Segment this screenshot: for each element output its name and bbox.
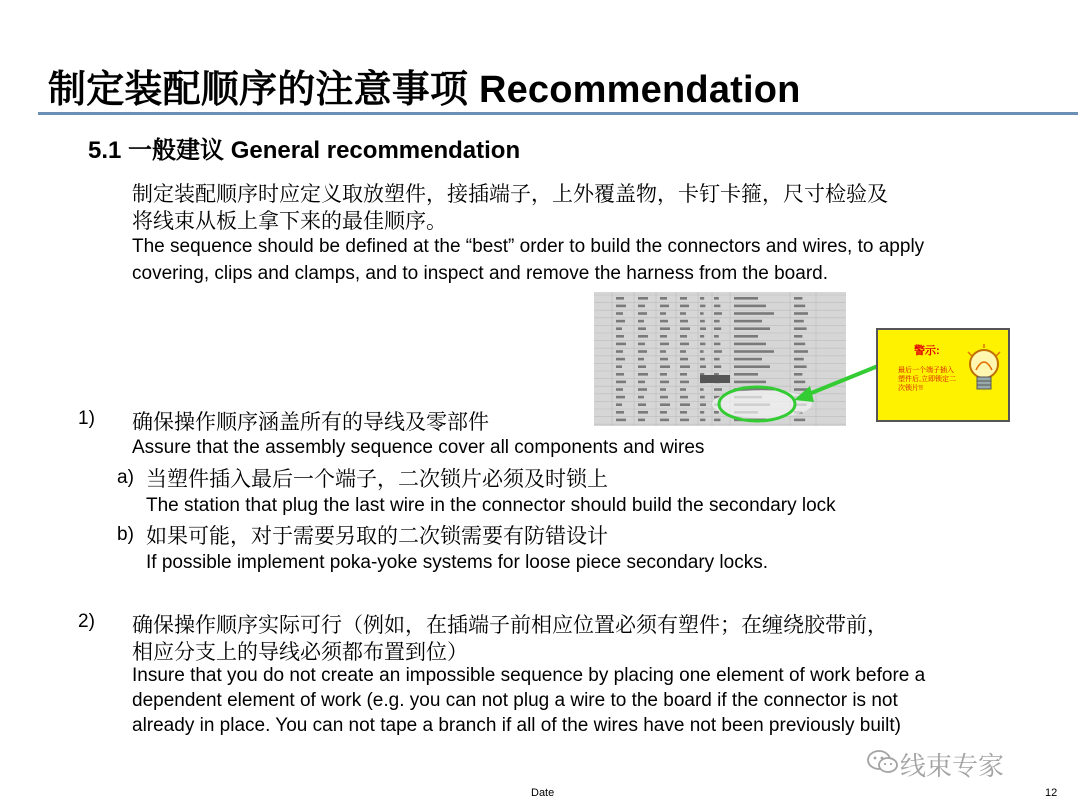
item1a-en: The station that plug the last wire in the connector should build the secondary lock: [146, 495, 836, 516]
item2-en-line3: already in place. You can not tape a branch if all of the wires have not been previously built): [132, 715, 901, 736]
intro-zh-line2: 将线束从板上拿下来的最佳顺序。: [132, 209, 447, 233]
section-subtitle: 5.1 一般建议 General recommendation: [88, 137, 521, 164]
item2-en-line2: dependent element of work (e.g. you can not plug a wire to the board if the connector is not: [132, 690, 898, 711]
wechat-icon: [866, 748, 900, 776]
note-text: 最后一个端子插入塑件后,立即锁定二次锁片!!: [898, 367, 956, 392]
item2-en-line1: Insure that you do not create an impossible sequence by placing one element of work before a: [132, 665, 926, 686]
item2-zh-line2: 相应分支上的导线必须都布置到位）: [132, 640, 468, 664]
item2-zh-line1: 确保操作顺序实际可行（例如，在插端子前相应位置必须有塑件；在缠绕胶带前，: [132, 613, 888, 637]
intro-en-line1: The sequence should be defined at the “best” order to build the connectors and wires, to apply: [132, 236, 925, 257]
item1b-en: If possible implement poka-yoke systems for loose piece secondary locks.: [146, 552, 768, 573]
item1-en: Assure that the assembly sequence cover all components and wires: [132, 437, 705, 458]
title-divider: [38, 112, 1078, 115]
item1b-zh: 如果可能，对于需要另取的二次锁需要有防错设计: [146, 524, 608, 548]
item2-number: 2): [78, 611, 95, 632]
item1b-label: b): [117, 524, 134, 545]
page-number: 12: [1045, 787, 1058, 799]
arrow-icon: [790, 360, 882, 410]
item1-zh: 确保操作顺序涵盖所有的导线及零部件: [132, 410, 489, 434]
intro-en-line2: covering, clips and clamps, and to inspect and remove the harness from the board.: [132, 263, 828, 284]
warning-note: [876, 328, 1010, 422]
footer-date: Date: [531, 787, 555, 799]
item1-number: 1): [78, 408, 95, 429]
item1a-label: a): [117, 467, 134, 488]
watermark-text: 线束专家: [900, 752, 1005, 782]
note-title: 警示:: [914, 345, 940, 357]
intro-zh-line1: 制定装配顺序时应定义取放塑件，接插端子，上外覆盖物，卡钉卡箍，尺寸检验及: [132, 182, 888, 206]
lightbulb-icon: [966, 344, 1002, 402]
slide-title: 制定装配顺序的注意事项 Recommendation: [48, 69, 801, 111]
item1a-zh: 当塑件插入最后一个端子，二次锁片必须及时锁上: [146, 467, 608, 491]
